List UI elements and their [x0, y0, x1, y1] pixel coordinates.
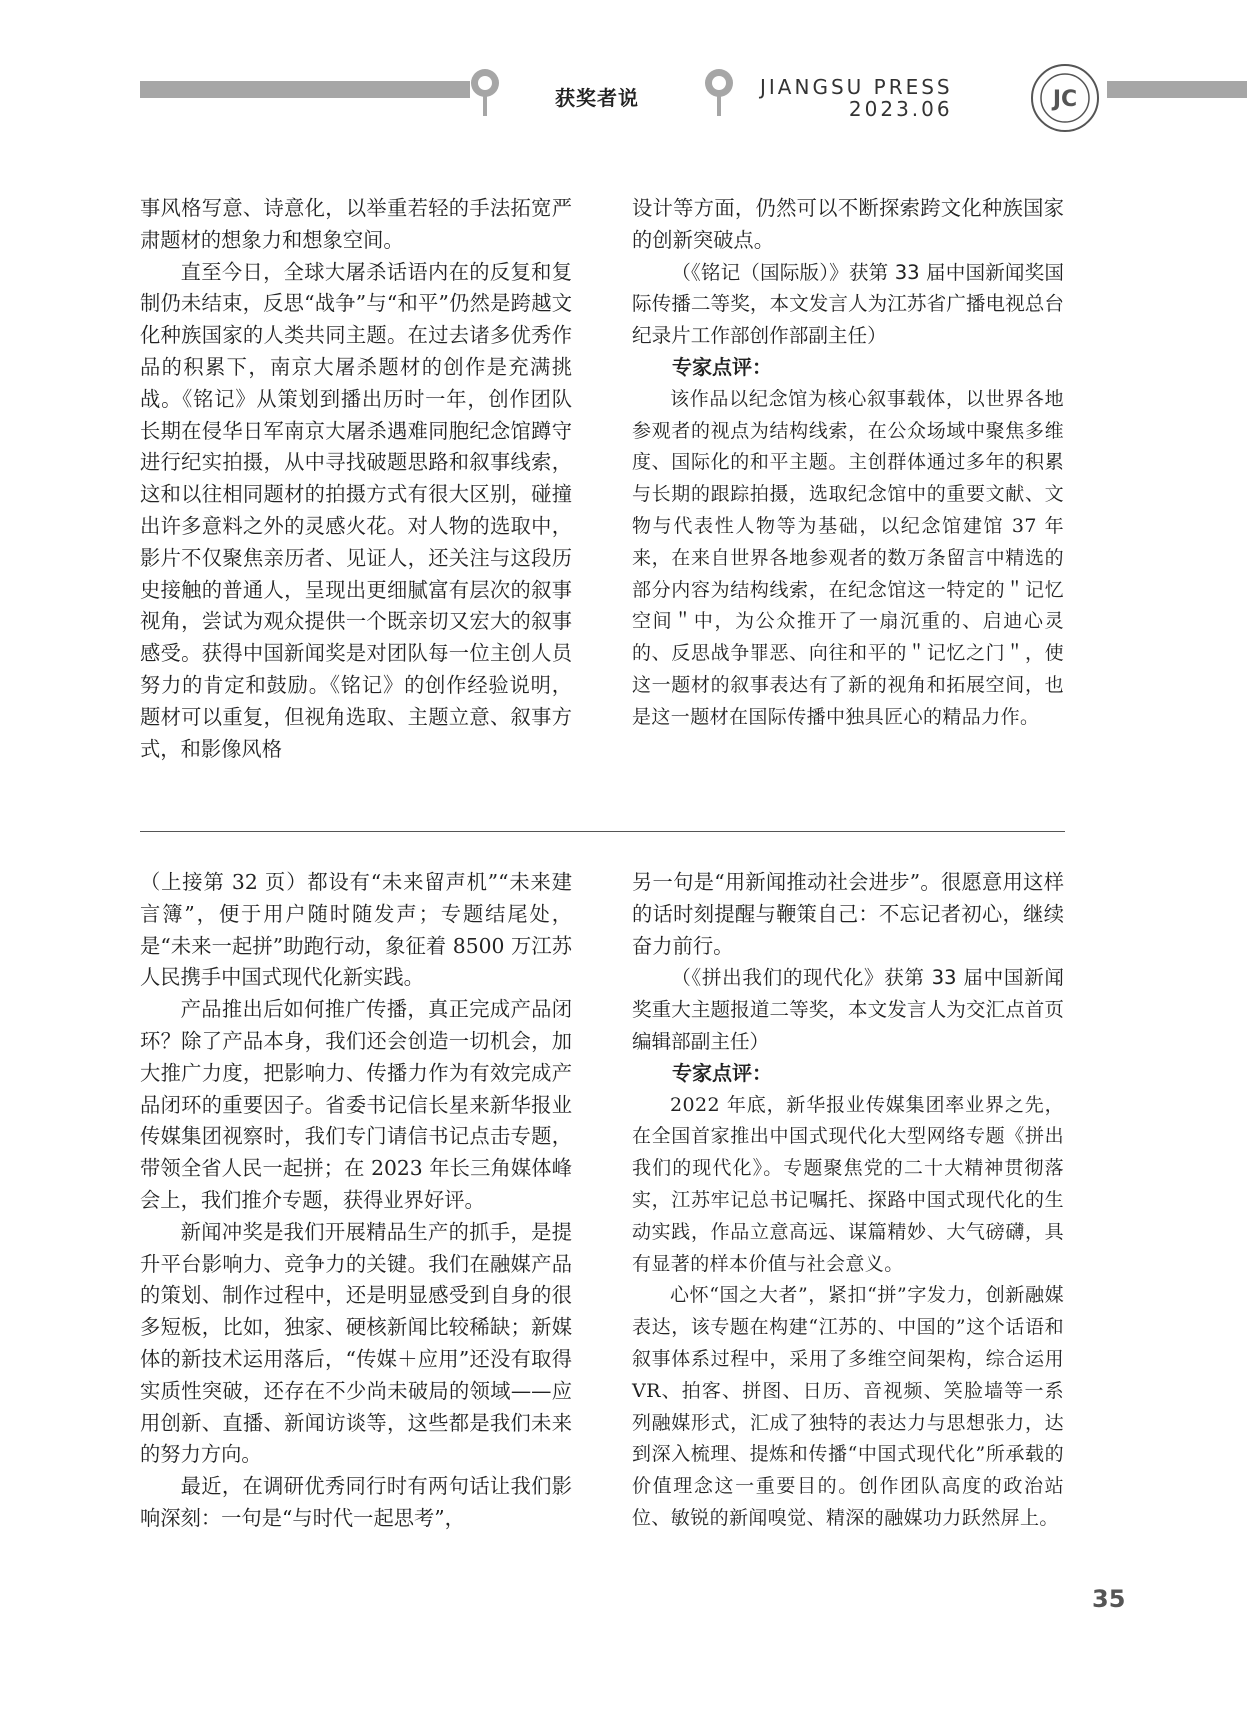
bottom-left-column [140, 867, 572, 1535]
top-right-column [632, 193, 1064, 734]
map-pin-icon [466, 66, 504, 118]
section-title: 获奖者说 [555, 86, 639, 110]
award-note: （《铭记（国际版）》获第 33 届中国新闻奖国际传播二等奖，本文发言人为江苏省广播电视总台纪录片工作部创作部副主任） [632, 260, 1064, 348]
review-paragraph: 2022 年底，新华报业传媒集团率业界之先，在全国首家推出中国式现代化大型网络专题《拼出我们的现代化》。专题聚焦党的二十大精神贯彻落实，江苏牢记总书记嘱托、探路中国式现代化的生动实践，作品立意高远、谋篇精妙、大气磅礴，具有显著的样本价值与社会意义。 [632, 1093, 1064, 1275]
review-paragraph: 心怀“国之大者”，紧扣“拼”字发力，创新融媒表达，该专题在构建“江苏的、中国的”这个话语和叙事体系过程中，采用了多维空间架构，综合运用 VR、拍客、拼图、日历、音视频、笑脸墙等一系列融媒形式，汇成了独特的表达力与思想张力，达到深入梳理、提炼和传播“中国式现代化”所承载的价值理念这一重要目的。创作团队高度的政治站位、敏锐的新闻嗅觉、精深的融媒功力跃然屏上。 [632, 1284, 1064, 1529]
review-paragraph: 该作品以纪念馆为核心叙事载体，以世界各地参观者的视点为结构线索，在公众场域中聚焦多维度、国际化的和平主题。主创群体通过多年的积累与长期的跟踪拍摄，选取纪念馆中的重要文献、文物与代表性人物等为基础，以纪念馆建馆 37 年来，在来自世界各地参观者的数万条留言中精选的部分内容为结构线索，在纪念馆这一特定的＂记忆空间＂中，为公众推开了一扇沉重的、启迪心灵的、反思战争罪恶、向往和平的＂记忆之门＂，使这一题材的叙事表达有了新的视角和拓展空间，也是这一题材在国际传播中独具匠心的精品力作。 [632, 387, 1064, 728]
award-note: （《拼出我们的现代化》获第 33 届中国新闻奖重大主题报道二等奖，本文发言人为交汇点首页编辑部副主任） [632, 966, 1064, 1053]
page-number: 35 [1092, 1585, 1126, 1613]
paragraph: 直至今日，全球大屠杀话语内在的反复和复制仍未结束，反思“战争”与“和平”仍然是跨越文化种族国家的人类共同主题。在过去诸多优秀作品的积累下，南京大屠杀题材的创作是充满挑战。《铭记》从策划到播出历时一年，创作团队长期在侵华日军南京大屠杀遇难同胞纪念馆蹲守进行纪实拍摄，从中寻找破题思路和叙事线索，这和以往相同题材的拍摄方式有很大区别，碰撞出许多意料之外的灵感火花。对人物的选取中，影片不仅聚焦亲历者、见证人，还关注与这段历史接触的普通人，呈现出更细腻富有层次的叙事视角，尝试为观众提供一个既亲切又宏大的叙事感受。获得中国新闻奖是对团队每一位主创人员努力的肯定和鼓励。《铭记》的创作经验说明，题材可以重复，但视角选取、主题立意、叙事方式，和影像风格 [140, 259, 572, 761]
svg-text:JC: JC [1052, 87, 1078, 112]
top-left-column [140, 193, 572, 765]
press-name-block [760, 76, 953, 120]
article-divider [140, 831, 1065, 832]
review-heading: 专家点评： [672, 354, 772, 379]
review-heading: 专家点评： [672, 1060, 772, 1085]
press-name: JIANGSU PRESS [760, 75, 953, 99]
paragraph: 事风格写意、诗意化，以举重若轻的手法拓宽严肃题材的想象力和想象空间。 [140, 196, 572, 252]
header-bar-right [1107, 81, 1247, 98]
paragraph: 新闻冲奖是我们开展精品生产的抓手，是提升平台影响力、竞争力的关键。我们在融媒产品的策划、制作过程中，还是明显感受到自身的很多短板，比如，独家、硬核新闻比较稀缺；新媒体的新技术运用落后，“传媒＋应用”还没有取得实质性突破，还存在不少尚未破局的领域——应用创新、直播、新闻访谈等，这些都是我们未来的努力方向。 [140, 1219, 572, 1467]
paragraph: 设计等方面，仍然可以不断探索跨文化种族国家的创新突破点。 [632, 196, 1064, 252]
header-bar-left [140, 81, 470, 98]
bottom-right-column [632, 867, 1064, 1535]
map-pin-icon [700, 66, 738, 118]
issue-date: 2023.06 [848, 97, 953, 121]
paragraph: 另一句是“用新闻推动社会进步”。很愿意用这样的话时刻提醒与鞭策自己：不忘记者初心，继续奋力前行。 [632, 870, 1064, 958]
paragraph: 产品推出后如何推广传播，真正完成产品闭环？除了产品本身，我们还会创造一切机会，加大推广力度，把影响力、传播力作为有效完成产品闭环的重要因子。省委书记信长星来新华报业传媒集团视察时，我们专门请信书记点击专题，带领全省人民一起拼；在 2023 年长三角媒体峰会上，我们推介专题，获得业界好评。 [140, 997, 572, 1212]
jiangsu-press-seal-icon [1030, 63, 1100, 133]
paragraph: 最近，在调研优秀同行时有两句话让我们影响深刻：一句是“与时代一起思考”， [140, 1474, 572, 1530]
paragraph: （上接第 32 页）都设有“未来留声机”“未来建言簿”，便于用户随时随发声；专题结尾处，是“未来一起拼”助跑行动，象征着 8500 万江苏人民携手中国式现代化新实践。 [140, 870, 572, 990]
